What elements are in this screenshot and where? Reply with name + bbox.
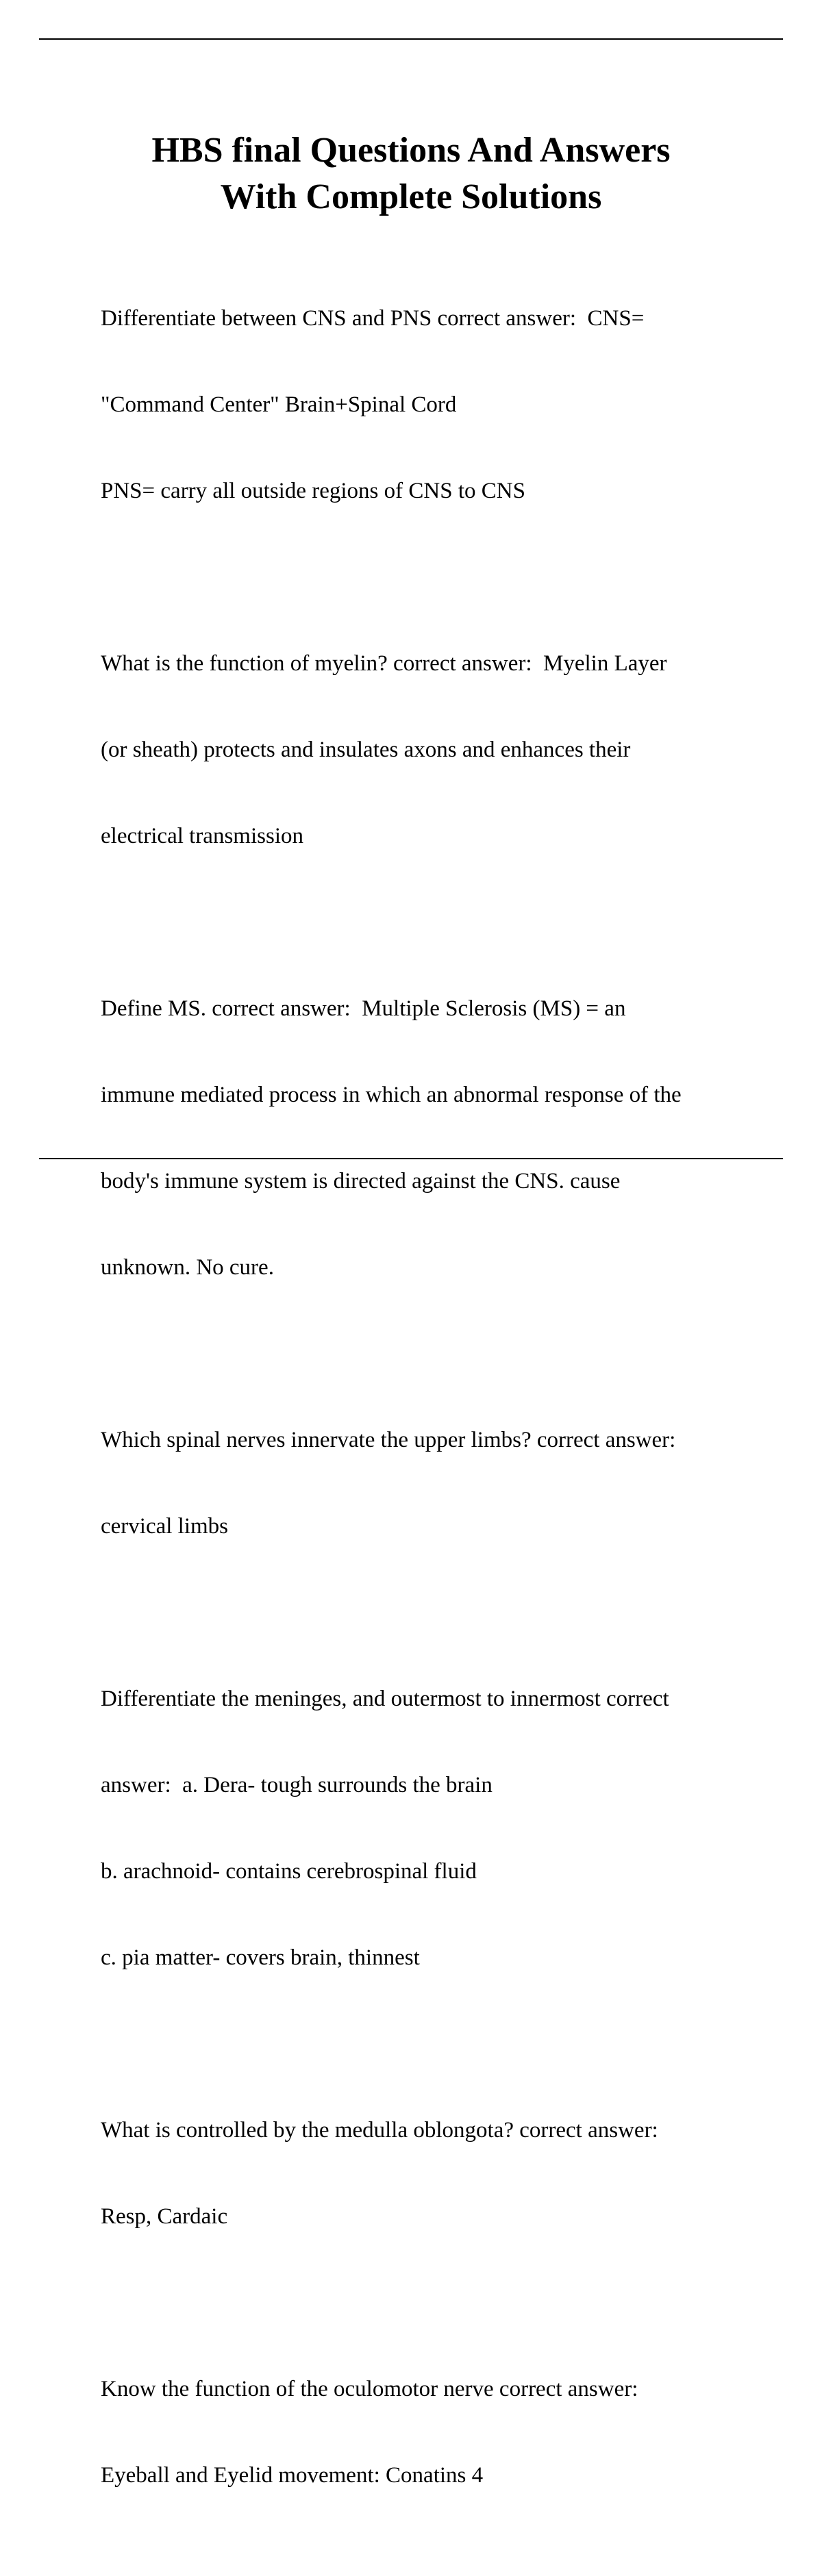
qa-line: What is the function of myelin? correct answer: Myelin Layer (101, 651, 667, 676)
qa-line: b. arachnoid- contains cerebrospinal fluid (101, 1859, 477, 1884)
qa-line: Which spinal nerves innervate the upper limbs? correct answer: (101, 1428, 676, 1452)
page-title (68, 127, 754, 220)
qa-item-ms (101, 937, 745, 1339)
qa-line: "Command Center" Brain+Spinal Cord (101, 392, 457, 417)
qa-line: Define MS. correct answer: Multiple Sclerosis (MS) = an (101, 996, 626, 1021)
qa-line: answer: a. Dera- tough surrounds the brain (101, 1773, 493, 1797)
qa-line: unknown. No cure. (101, 1255, 274, 1280)
qa-line: Differentiate the meninges, and outermost to innermost correct (101, 1687, 669, 1711)
qa-line: cervical limbs (101, 1514, 229, 1539)
qa-item-spinal-nerves (101, 1368, 745, 1598)
qa-line: electrical transmission (101, 824, 303, 848)
top-rule (39, 38, 783, 40)
qa-line: Know the function of the oculomotor nerve correct answer: (101, 2377, 638, 2401)
qa-item-meninges (101, 1627, 745, 2030)
title-line: HBS final Questions And Answers (151, 131, 671, 170)
title-line: With Complete Solutions (220, 177, 602, 216)
qa-line: body's immune system is directed against the CNS. cause (101, 1169, 621, 1194)
qa-item-oculomotor (101, 2317, 745, 2547)
qa-line: What is controlled by the medulla oblongota? correct answer: (101, 2118, 658, 2143)
qa-item-cns-pns (101, 247, 745, 563)
qa-line: Differentiate between CNS and PNS correct answer: CNS= (101, 306, 645, 331)
qa-line: Eyeball and Eyelid movement: Conatins 4 (101, 2463, 484, 2488)
bottom-rule (39, 1158, 783, 1159)
qa-item-medulla (101, 2058, 745, 2288)
qa-line: immune mediated process in which an abnormal response of the (101, 1083, 682, 1107)
qa-line: c. pia matter- covers brain, thinnest (101, 1945, 420, 1970)
qa-item-myelin (101, 592, 745, 908)
qa-line: Resp, Cardaic (101, 2204, 228, 2229)
qa-list (101, 247, 745, 2576)
qa-line: PNS= carry all outside regions of CNS to CNS (101, 479, 525, 503)
qa-line: (or sheath) protects and insulates axons and enhances their (101, 737, 631, 762)
